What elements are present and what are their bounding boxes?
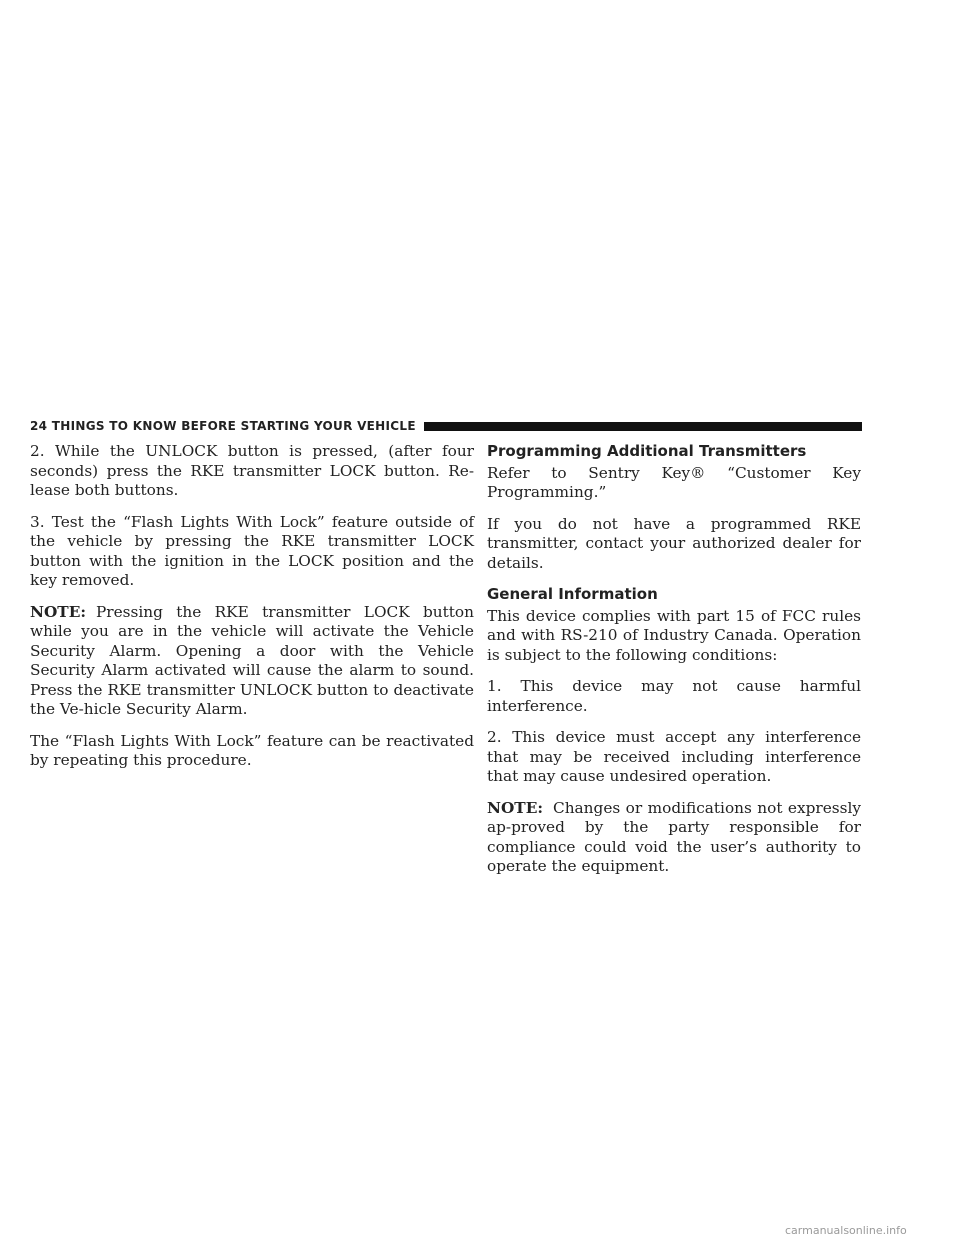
right-column	[487, 442, 861, 889]
paragraph-fcc: This device complies with part 15 of FCC rules and with RS-210 of Industry Canada. Operation is subject to the following conditions:	[487, 606, 861, 664]
paragraph-reactivate: The “Flash Lights With Lock” feature can be reactivated by repeating this procedure.	[30, 731, 474, 769]
left-column	[30, 442, 474, 783]
paragraph-condition-1: 1. This device may not cause harmful interference.	[487, 677, 861, 715]
paragraph-dealer: If you do not have a programmed RKE transmitter, contact your authorized dealer for details.	[487, 514, 861, 572]
watermark: carmanualsonline.info	[785, 1224, 907, 1237]
note-paragraph	[30, 603, 474, 720]
note-text: Pressing the RKE transmitter LOCK button while you are in the vehicle will activate the Vehicle Security Alarm. Opening a door with the Vehicle Security Alarm activated will cause the alarm to sound. Press the RKE transmitter UNLOCK button to deactivate the Ve-hicle Security Alarm.	[30, 602, 474, 718]
note-text-fcc: Changes or modifications not expressly ap-proved by the party responsible for compliance could void the user’s authority to operate the equipment.	[487, 798, 861, 875]
paragraph-step-2: 2. While the UNLOCK button is pressed, (after four seconds) press the RKE transmitter LOCK button. Re-lease both buttons.	[30, 442, 474, 499]
note-label: NOTE:	[30, 602, 86, 621]
paragraph-refer: Refer to Sentry Key® “Customer Key Programming.”	[487, 463, 861, 501]
paragraph-condition-2: 2. This device must accept any interference that may be received including interference that may cause undesired operation.	[487, 728, 861, 785]
paragraph-step-3: 3. Test the “Flash Lights With Lock” feature outside of the vehicle by pressing the RKE transmitter LOCK button with the ignition in the LOCK position and the key removed.	[30, 512, 474, 589]
note-paragraph-fcc	[487, 799, 861, 877]
page-header	[30, 418, 862, 434]
page-header-text: 24 THINGS TO KNOW BEFORE STARTING YOUR VEHICLE	[30, 419, 416, 433]
section-heading-programming: Programming Additional Transmitters	[487, 442, 807, 460]
header-rule	[424, 422, 862, 431]
note-label-fcc: NOTE:	[487, 798, 543, 817]
section-heading-general: General Information	[487, 585, 658, 603]
